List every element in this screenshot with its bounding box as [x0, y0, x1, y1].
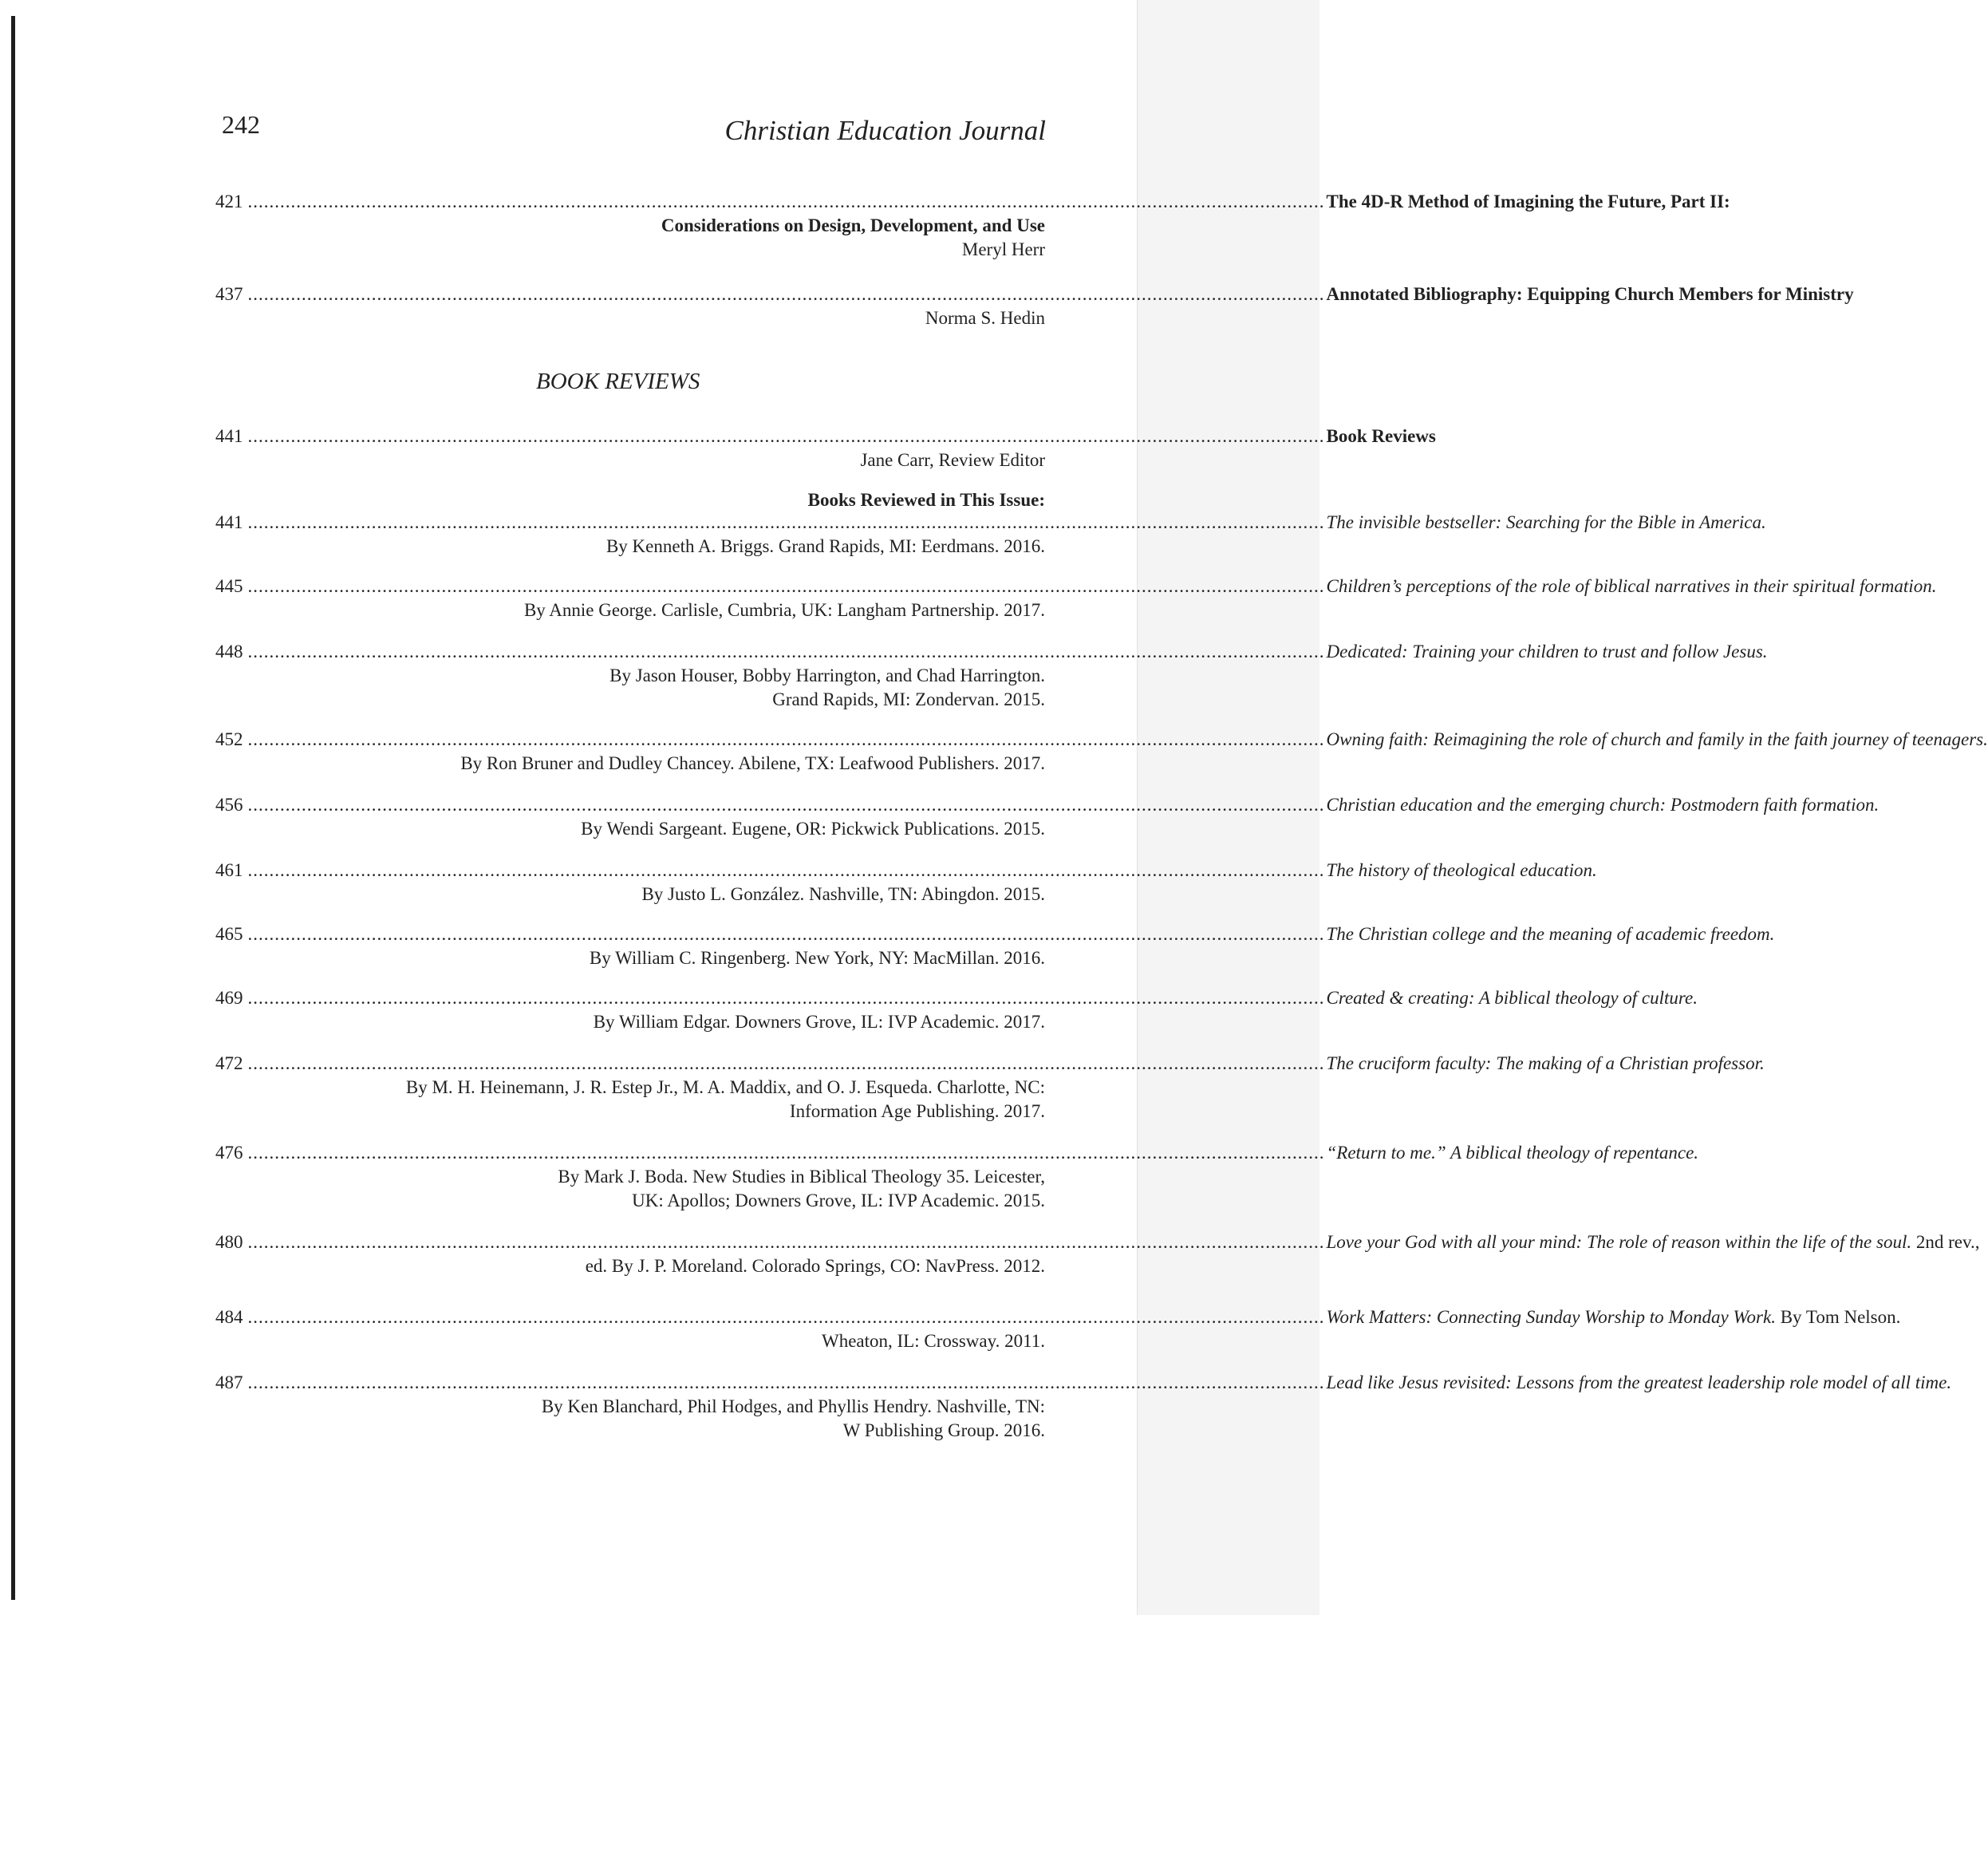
book-citation: By William Edgar. Downers Grove, IL: IVP Academic. 2017.: [593, 1012, 1045, 1032]
book-title: Christian education and the emerging church: Postmodern faith formation.: [1326, 795, 1880, 815]
book-title: The Christian college and the meaning of academic freedom.: [1326, 924, 1775, 944]
review-entry: [215, 575, 1937, 622]
review-entry: [215, 511, 1766, 559]
dot-leader: ........................................................................................................................................................................................................: [247, 1232, 1325, 1252]
dot-leader: ........................................................................................................................................................................................................: [247, 1372, 1325, 1392]
dot-leader: ........................................................................................................................................................................................................: [247, 988, 1325, 1008]
entry-author: Norma S. Hedin: [925, 308, 1045, 328]
entry-page: 448: [215, 642, 243, 661]
book-citation: By Wendi Sargeant. Eugene, OR: Pickwick Publications. 2015.: [581, 819, 1045, 839]
book-title: Dedicated: Training your children to trust and follow Jesus.: [1326, 642, 1768, 661]
page-number: 242: [222, 110, 260, 139]
book-citation: By Justo L. González. Nashville, TN: Abingdon. 2015.: [641, 884, 1045, 904]
entry-title: Annotated Bibliography: Equipping Church Members for Ministry: [1326, 284, 1854, 304]
entry-page: 469: [215, 988, 243, 1008]
toc-entry-book-reviews: [215, 425, 1436, 472]
book-title: Work Matters: Connecting Sunday Worship to Monday Work.: [1326, 1307, 1776, 1327]
entry-page: 480: [215, 1232, 243, 1252]
review-editor: Jane Carr, Review Editor: [860, 450, 1045, 470]
book-citation: W Publishing Group. 2016.: [842, 1420, 1045, 1440]
book-title: Created & creating: A biblical theology of culture.: [1326, 988, 1698, 1008]
entry-page: 461: [215, 860, 243, 880]
book-citation: By Ron Bruner and Dudley Chancey. Abilene, TX: Leafwood Publishers. 2017.: [460, 753, 1045, 773]
book-title: The history of theological education.: [1326, 860, 1597, 880]
book-citation: By Annie George. Carlisle, Cumbria, UK: Langham Partnership. 2017.: [523, 600, 1045, 620]
book-title: Lead like Jesus revisited: Lessons from the greatest leadership role model of all time.: [1326, 1372, 1952, 1392]
review-entry: [215, 640, 1768, 712]
entry-author: Meryl Herr: [961, 239, 1045, 259]
scan-binding-edge: [11, 16, 15, 1600]
toc-entry-article: [215, 282, 1854, 330]
review-entry: [215, 1052, 1765, 1124]
document-page: [209, 0, 1988, 1615]
entry-page: 472: [215, 1053, 243, 1073]
entry-page: 445: [215, 576, 243, 596]
book-citation: By Ken Blanchard, Phil Hodges, and Phyllis Hendry. Nashville, TN:: [541, 1396, 1045, 1416]
running-header: [215, 107, 1045, 155]
review-entry: [215, 986, 1698, 1034]
book-citation: By M. H. Heinemann, J. R. Estep Jr., M. A. Maddix, and O. J. Esqueda. Charlotte, NC:: [405, 1077, 1045, 1097]
book-title: Owning faith: Reimagining the role of church and family in the faith journey of teenagers.: [1326, 729, 1988, 749]
review-entry: [215, 922, 1775, 970]
review-entry: [215, 1305, 1901, 1353]
book-title: The invisible bestseller: Searching for the Bible in America.: [1326, 512, 1766, 532]
book-citation: By Jason Houser, Bobby Harrington, and Chad Harrington.: [609, 665, 1045, 685]
book-title: Love your God with all your mind: The role of reason within the life of the soul.: [1326, 1232, 1912, 1252]
entry-title-continued: Considerations on Design, Development, and Use: [661, 215, 1045, 235]
dot-leader: ........................................................................................................................................................................................................: [247, 729, 1325, 749]
review-entry: [215, 1371, 1952, 1443]
book-citation: Information Age Publishing. 2017.: [789, 1101, 1045, 1121]
dot-leader: ........................................................................................................................................................................................................: [247, 192, 1325, 211]
dot-leader: ........................................................................................................................................................................................................: [247, 795, 1325, 815]
book-citation: By Kenneth A. Briggs. Grand Rapids, MI: Eerdmans. 2016.: [605, 536, 1045, 556]
review-entry: [215, 1230, 1980, 1278]
entry-page: 465: [215, 924, 243, 944]
entry-page: 452: [215, 729, 243, 749]
dot-leader: ........................................................................................................................................................................................................: [247, 1307, 1325, 1327]
book-title-suffix: 2nd rev.,: [1911, 1232, 1980, 1252]
entry-page: 487: [215, 1372, 243, 1392]
book-citation: Grand Rapids, MI: Zondervan. 2015.: [772, 689, 1045, 709]
book-title: Children’s perceptions of the role of biblical narratives in their spiritual formation.: [1326, 576, 1937, 596]
section-heading: BOOK REVIEWS: [536, 369, 700, 394]
entry-page: 421: [215, 192, 243, 211]
entry-page: 441: [215, 426, 243, 446]
book-citation: UK: Apollos; Downers Grove, IL: IVP Academic. 2015.: [632, 1191, 1045, 1210]
entry-page: 456: [215, 795, 243, 815]
review-entry: [215, 859, 1597, 906]
entry-page: 441: [215, 512, 243, 532]
books-reviewed-label: Books Reviewed in This Issue:: [807, 490, 1045, 510]
toc-entry-article: [215, 190, 1730, 262]
dot-leader: ........................................................................................................................................................................................................: [247, 924, 1325, 944]
dot-leader: ........................................................................................................................................................................................................: [247, 426, 1325, 446]
book-title-suffix: By Tom Nelson.: [1775, 1307, 1901, 1327]
entry-title: The 4D-R Method of Imagining the Future, Part II:: [1326, 192, 1730, 211]
entry-page: 437: [215, 284, 243, 304]
dot-leader: ........................................................................................................................................................................................................: [247, 1053, 1325, 1073]
entry-page: 484: [215, 1307, 243, 1327]
dot-leader: ........................................................................................................................................................................................................: [247, 576, 1325, 596]
journal-title: Christian Education Journal: [724, 115, 1046, 146]
book-title: The cruciform faculty: The making of a Christian professor.: [1326, 1053, 1765, 1073]
entry-title: Book Reviews: [1326, 426, 1436, 446]
entry-page: 476: [215, 1143, 243, 1163]
book-title: “Return to me.” A biblical theology of repentance.: [1326, 1143, 1699, 1163]
dot-leader: ........................................................................................................................................................................................................: [247, 284, 1325, 304]
dot-leader: ........................................................................................................................................................................................................: [247, 512, 1325, 532]
book-citation: ed. By J. P. Moreland. Colorado Springs, CO: NavPress. 2012.: [585, 1256, 1045, 1276]
book-citation: By William C. Ringenberg. New York, NY: MacMillan. 2016.: [589, 948, 1045, 968]
book-citation: By Mark J. Boda. New Studies in Biblical Theology 35. Leicester,: [558, 1167, 1045, 1187]
review-entry: [215, 1141, 1699, 1213]
review-entry: [215, 728, 1988, 776]
dot-leader: ........................................................................................................................................................................................................: [247, 860, 1325, 880]
dot-leader: ........................................................................................................................................................................................................: [247, 1143, 1325, 1163]
review-entry: [215, 793, 1880, 841]
book-citation: Wheaton, IL: Crossway. 2011.: [822, 1331, 1045, 1351]
dot-leader: ........................................................................................................................................................................................................: [247, 642, 1325, 661]
